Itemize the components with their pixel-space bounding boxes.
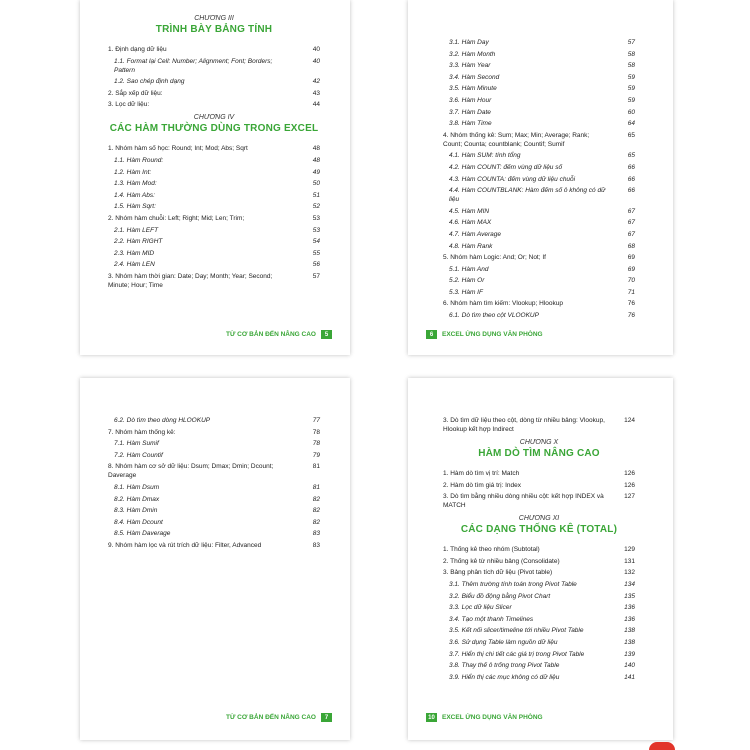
toc-entry xyxy=(443,265,635,274)
book-page-6 xyxy=(408,0,673,355)
toc-entry-page: 66 xyxy=(627,175,635,183)
toc-entry-title: 8.5. Hàm Daverage xyxy=(114,530,171,538)
toc-entry-title: 6.1. Dò tìm theo cột VLOOKUP xyxy=(449,312,539,320)
toc-entry-title: 4.5. Hàm MIN xyxy=(449,207,490,215)
toc-entry xyxy=(443,61,635,70)
toc-entry-page: 82 xyxy=(312,495,320,503)
toc-entry xyxy=(108,57,320,75)
toc-entry-title: 4.7. Hàm Average xyxy=(449,230,502,238)
toc-entry xyxy=(443,626,635,635)
toc-entry-title: 4.6. Hàm MAX xyxy=(449,219,492,227)
toc-entry xyxy=(443,592,635,601)
toc-entry xyxy=(443,84,635,93)
toc-entry-page: 43 xyxy=(312,89,320,97)
toc-entry-page: 81 xyxy=(312,463,320,471)
toc-entry-page: 66 xyxy=(627,163,635,171)
chapter-title: CÁC HÀM THƯỜNG DÙNG TRONG EXCEL xyxy=(109,123,319,135)
toc-entry xyxy=(443,416,635,434)
toc-entry-title: 7.1. Hàm Sumif xyxy=(114,440,159,448)
toc-entry-title: 2. Nhóm hàm chuỗi: Left; Right; Mid; Len; Trim; xyxy=(108,214,245,222)
toc-entry xyxy=(443,131,635,149)
toc-entry-title: 1.4. Hàm Abs: xyxy=(114,191,155,199)
toc-entry-title: 3.3. Hàm Year xyxy=(449,62,491,70)
toc-entry-page: 136 xyxy=(624,615,635,623)
toc-entry-title: 1.5. Hàm Sqrt: xyxy=(114,203,156,211)
toc-entry xyxy=(108,249,320,258)
toc-entry-title: 3. Dò tìm dữ liệu theo cột, dòng từ nhiều bảng: Vlookup, Hlookup kết hợp Indirect xyxy=(443,417,605,433)
toc-entry-title: 4.2. Hàm COUNT: đếm vùng dữ liệu số xyxy=(449,163,563,171)
toc-entry-title: 1.2. Sao chép định dạng xyxy=(114,78,185,86)
toc-entry-title: 3.1. Thêm trường tính toán trong Pivot Table xyxy=(449,580,577,588)
toc-entry-title: 2. Hàm dò tìm giá trị: Index xyxy=(443,481,522,489)
toc-entry xyxy=(443,50,635,59)
toc-entry-page: 64 xyxy=(627,120,635,128)
toc-entry-title: 5.2. Hàm Or xyxy=(449,277,485,285)
chapter-label: CHƯƠNG X xyxy=(519,439,559,446)
toc-entry xyxy=(443,230,635,239)
toc-entry-page: 69 xyxy=(627,254,635,262)
toc-entry xyxy=(108,416,320,425)
chapter-label: CHƯƠNG IV xyxy=(193,114,235,122)
toc-entry-page: 56 xyxy=(312,261,320,269)
toc-entry-title: 4.1. Hàm SUM: tính tổng xyxy=(449,152,521,160)
toc-entry-page: 54 xyxy=(312,238,320,246)
toc-entry-page: 59 xyxy=(627,85,635,93)
toc-entry-page: 69 xyxy=(627,265,635,273)
toc-entry-title: 1. Hàm dò tìm vị trí: Match xyxy=(443,470,520,477)
toc-entry-title: 8.4. Hàm Dcount xyxy=(114,518,163,526)
book-page-5 xyxy=(80,0,350,355)
toc-entry-page: 65 xyxy=(627,131,635,139)
toc-entry-page: 82 xyxy=(312,518,320,526)
toc-entry-title: 4. Nhóm thống kê: Sum; Max; Min; Average; Rank; Count; Counta; countblank; Countif; Sumif xyxy=(443,131,590,148)
toc-entry xyxy=(108,89,320,98)
toc-entry xyxy=(443,288,635,297)
toc-entry-title: 3.3. Lọc dữ liệu Slicer xyxy=(449,604,512,612)
book-page-7 xyxy=(80,378,350,740)
toc-entry-page: 71 xyxy=(627,288,635,296)
toc-entry xyxy=(443,311,635,320)
toc-entry-page: 138 xyxy=(624,638,635,646)
toc-entry-title: 2. Thống kê từ nhiều bảng (Consolidate) xyxy=(443,557,560,565)
toc-entry-page: 82 xyxy=(312,507,320,515)
toc-entry-page: 59 xyxy=(627,73,635,81)
toc-entry-page: 52 xyxy=(312,203,320,211)
toc-entry-page: 42 xyxy=(312,78,320,86)
toc-entry-page: 78 xyxy=(312,428,320,436)
toc-entry-title: 2.2. Hàm RIGHT xyxy=(114,238,163,246)
toc-entry xyxy=(443,38,635,47)
red-corner-decoration xyxy=(649,742,675,750)
toc-entry xyxy=(108,191,320,200)
toc-entry-page: 57 xyxy=(627,39,635,46)
toc-entry-title: 4.3. Hàm COUNTA: đếm vùng dữ liệu chuỗi xyxy=(449,175,576,183)
toc-entry xyxy=(443,481,635,490)
toc-entry-page: 127 xyxy=(624,493,635,501)
chapter-title: TRÌNH BÀY BẢNG TÍNH xyxy=(155,24,273,35)
toc-entry xyxy=(108,483,320,492)
toc-entry-title: 6.2. Dò tìm theo dòng HLOOKUP xyxy=(114,417,211,424)
toc-entry-title: 2.3. Hàm MID xyxy=(114,249,155,257)
toc-entry-title: 3.2. Biểu đồ động bằng Pivot Chart xyxy=(449,592,551,600)
toc-entry xyxy=(443,615,635,624)
toc-entry-title: 3. Nhóm hàm thời gian: Date; Day; Month; Year; Second; Minute; Hour; Time xyxy=(108,272,273,289)
toc-entry xyxy=(443,175,635,184)
toc-entry-title: 1. Nhóm hàm số học: Round; Int; Mod; Abs; Sqrt xyxy=(108,145,248,153)
toc-entry-page: 53 xyxy=(312,214,320,222)
toc-entry xyxy=(108,428,320,437)
toc-entry-page: 79 xyxy=(312,451,320,459)
toc-entry xyxy=(108,439,320,448)
page-footer xyxy=(226,330,332,339)
toc-entry xyxy=(108,451,320,460)
toc-content xyxy=(108,10,320,293)
toc-entry xyxy=(443,253,635,262)
toc-entry-title: 3.5. Hàm Minute xyxy=(449,85,497,93)
toc-entry-title: 3.5. Kết nối slicer/timeline tới nhiều Pivot Table xyxy=(449,627,584,635)
toc-entry-page: 67 xyxy=(627,207,635,215)
toc-entry-page: 66 xyxy=(627,187,635,195)
toc-entry-page: 60 xyxy=(627,108,635,116)
toc-content xyxy=(108,416,320,553)
toc-entry-title: 3.9. Hiển thị các mục không có dữ liệu xyxy=(449,673,560,681)
toc-entry xyxy=(443,469,635,478)
toc-entry xyxy=(443,186,635,204)
toc-entry-page: 70 xyxy=(627,277,635,285)
toc-entry xyxy=(443,545,635,554)
toc-content xyxy=(443,416,635,684)
toc-entry xyxy=(443,580,635,589)
toc-entry-title: 3. Bảng phân tích dữ liệu (Pivot table) xyxy=(443,569,553,577)
toc-entry-page: 57 xyxy=(312,272,320,280)
toc-entry-title: 7. Nhóm hàm thống kê: xyxy=(108,428,176,436)
page-number: 7 xyxy=(321,713,332,722)
footer-title: EXCEL ỨNG DỤNG VĂN PHÒNG xyxy=(442,331,543,338)
toc-entry xyxy=(108,272,320,290)
toc-entry-page: 44 xyxy=(312,101,320,109)
toc-entry-page: 76 xyxy=(627,312,635,320)
toc-entry-title: 3.8. Thay thế ô trống trong Pivot Table xyxy=(449,662,560,670)
toc-entry-page: 48 xyxy=(312,156,320,164)
page-footer xyxy=(226,713,332,722)
toc-entry-title: 3.7. Hiển thị chi tiết các giá trị trong Pivot Table xyxy=(449,650,585,658)
toc-entry xyxy=(443,218,635,227)
toc-entry-page: 126 xyxy=(624,470,635,477)
toc-entry xyxy=(443,568,635,577)
toc-entry xyxy=(108,462,320,480)
toc-entry xyxy=(443,650,635,659)
toc-entry-title: 8.2. Hàm Dmax xyxy=(114,495,160,503)
toc-entry xyxy=(108,506,320,515)
toc-entry-title: 9. Nhóm hàm lọc và rút trích dữ liệu: Filter, Advanced xyxy=(108,541,262,549)
toc-entry-page: 40 xyxy=(312,57,320,65)
toc-entry xyxy=(443,557,635,566)
toc-entry xyxy=(108,214,320,223)
toc-entry-page: 77 xyxy=(312,417,320,424)
toc-content xyxy=(443,38,635,323)
toc-entry xyxy=(108,144,320,153)
toc-entry-page: 141 xyxy=(624,673,635,681)
toc-entry-title: 3.6. Sử dụng Table làm nguồn dữ liệu xyxy=(449,638,558,646)
toc-entry xyxy=(443,603,635,612)
toc-entry-page: 51 xyxy=(312,191,320,199)
toc-entry xyxy=(443,638,635,647)
toc-entry xyxy=(108,529,320,538)
page-footer xyxy=(426,330,543,339)
toc-entry-page: 67 xyxy=(627,230,635,238)
toc-entry-page: 40 xyxy=(312,46,320,53)
toc-entry xyxy=(108,45,320,54)
toc-entry-page: 136 xyxy=(624,604,635,612)
toc-entry xyxy=(443,242,635,251)
toc-entry-title: 1.3. Hàm Mod: xyxy=(114,180,157,188)
toc-entry-page: 131 xyxy=(624,557,635,565)
toc-entry-title: 1.1. Hàm Round: xyxy=(114,156,164,164)
toc-entry xyxy=(443,661,635,670)
toc-entry-page: 65 xyxy=(627,152,635,160)
toc-entry-page: 78 xyxy=(312,440,320,448)
toc-entry xyxy=(443,96,635,105)
toc-entry-title: 4.8. Hàm Rank xyxy=(449,242,493,250)
toc-entry xyxy=(443,207,635,216)
toc-entry-page: 76 xyxy=(627,300,635,308)
toc-entry xyxy=(443,299,635,308)
toc-entry-page: 59 xyxy=(627,96,635,104)
chapter-title: HÀM DÒ TÌM NÂNG CAO xyxy=(478,448,600,459)
toc-entry-title: 8.3. Hàm Dmin xyxy=(114,507,158,515)
footer-title: TỪ CƠ BẢN ĐẾN NÂNG CAO xyxy=(225,331,316,338)
toc-entry-title: 6. Nhóm hàm tìm kiếm: Vlookup; Hlookup xyxy=(443,300,563,308)
toc-entry-title: 1.1. Format lại Cell: Number; Alignment; Font; Borders; Pattern xyxy=(114,57,273,74)
toc-entry-page: 67 xyxy=(627,219,635,227)
toc-entry-title: 3. Lọc dữ liệu: xyxy=(108,101,150,109)
toc-entry-page: 68 xyxy=(627,242,635,250)
toc-entry-title: 3.4. Hàm Second xyxy=(449,73,500,81)
toc-entry-page: 132 xyxy=(624,569,635,577)
toc-entry xyxy=(108,100,320,109)
page-number: 10 xyxy=(426,713,437,722)
toc-entry-page: 50 xyxy=(312,180,320,188)
toc-entry xyxy=(443,73,635,82)
toc-entry xyxy=(108,541,320,550)
toc-entry-title: 5. Nhóm hàm Logic: And; Or; Not; If xyxy=(443,254,546,262)
toc-entry-page: 129 xyxy=(624,546,635,554)
toc-entry-title: 3.2. Hàm Month xyxy=(449,50,496,58)
toc-entry-title: 3.4. Tạo một thanh Timelines xyxy=(449,615,534,623)
toc-entry-page: 140 xyxy=(624,662,635,670)
toc-entry-title: 8. Nhóm hàm cơ sở dữ liệu: Dsum; Dmax; Dmin; Dcount; Daverage xyxy=(108,463,274,480)
toc-entry-page: 53 xyxy=(312,226,320,234)
toc-entry xyxy=(108,168,320,177)
toc-entry-title: 1. Định dạng dữ liệu xyxy=(108,46,167,53)
footer-title: TỪ CƠ BẢN ĐẾN NÂNG CAO xyxy=(225,714,316,721)
toc-entry xyxy=(443,673,635,682)
toc-entry-page: 48 xyxy=(312,145,320,153)
toc-entry xyxy=(443,151,635,160)
toc-entry-title: 8.1. Hàm Dsum xyxy=(114,483,160,491)
toc-entry xyxy=(108,156,320,165)
page-number: 5 xyxy=(321,330,332,339)
toc-entry-page: 58 xyxy=(627,50,635,58)
toc-entry-title: 1.2. Hàm Int: xyxy=(114,168,152,176)
toc-entry-page: 55 xyxy=(312,249,320,257)
toc-entry-title: 2.4. Hàm LEN xyxy=(114,261,155,269)
toc-entry-title: 3.1. Hàm Day xyxy=(449,39,489,46)
toc-entry-title: 3.6. Hàm Hour xyxy=(449,96,492,104)
page-footer xyxy=(426,713,543,722)
toc-entry xyxy=(443,276,635,285)
footer-title: EXCEL ỨNG DỤNG VĂN PHÒNG xyxy=(442,714,543,721)
toc-entry-title: 7.2. Hàm Countif xyxy=(114,451,163,459)
toc-entry xyxy=(443,492,635,510)
toc-entry-page: 134 xyxy=(624,580,635,588)
toc-entry xyxy=(108,518,320,527)
toc-entry-page: 49 xyxy=(312,168,320,176)
toc-entry-page: 83 xyxy=(312,530,320,538)
toc-entry-page: 126 xyxy=(624,481,635,489)
toc-entry-title: 4.4. Hàm COUNTBLANK: Hàm đếm số ô không có dữ liệu xyxy=(449,187,606,204)
chapter-label: CHƯƠNG III xyxy=(194,15,234,22)
toc-entry-title: 5.1. Hàm And xyxy=(449,265,489,273)
toc-entry-page: 83 xyxy=(312,541,320,549)
book-page-10 xyxy=(408,378,673,740)
toc-entry-title: 3.8. Hàm Time xyxy=(449,120,492,128)
toc-entry-page: 58 xyxy=(627,62,635,70)
toc-entry xyxy=(108,202,320,211)
toc-entry xyxy=(108,495,320,504)
toc-entry xyxy=(108,226,320,235)
toc-entry-page: 81 xyxy=(312,483,320,491)
chapter-label: CHƯƠNG XI xyxy=(518,515,560,523)
toc-entry-page: 124 xyxy=(624,417,635,424)
toc-entry-title: 3. Dò tìm bằng nhiều dòng nhiều cột: kết hợp INDEX và MATCH xyxy=(443,493,604,510)
toc-entry xyxy=(443,108,635,117)
page-number: 6 xyxy=(426,330,437,339)
toc-entry-page: 135 xyxy=(624,592,635,600)
toc-entry-title: 1. Thống kê theo nhóm (Subtotal) xyxy=(443,546,540,554)
toc-entry-title: 2.1. Hàm LEFT xyxy=(114,226,159,234)
toc-entry xyxy=(443,163,635,172)
toc-entry xyxy=(108,77,320,86)
toc-entry xyxy=(108,179,320,188)
toc-entry-title: 5.3. Hàm IF xyxy=(449,288,483,296)
toc-entry-title: 3.7. Hàm Date xyxy=(449,108,491,116)
toc-entry-page: 138 xyxy=(624,627,635,635)
toc-entry-title: 2. Sắp xếp dữ liệu: xyxy=(108,89,163,97)
toc-entry xyxy=(108,237,320,246)
toc-entry xyxy=(108,260,320,269)
toc-entry-page: 139 xyxy=(624,650,635,658)
toc-entry xyxy=(443,119,635,128)
chapter-title: CÁC DẠNG THỐNG KÊ (TOTAL) xyxy=(460,524,618,536)
